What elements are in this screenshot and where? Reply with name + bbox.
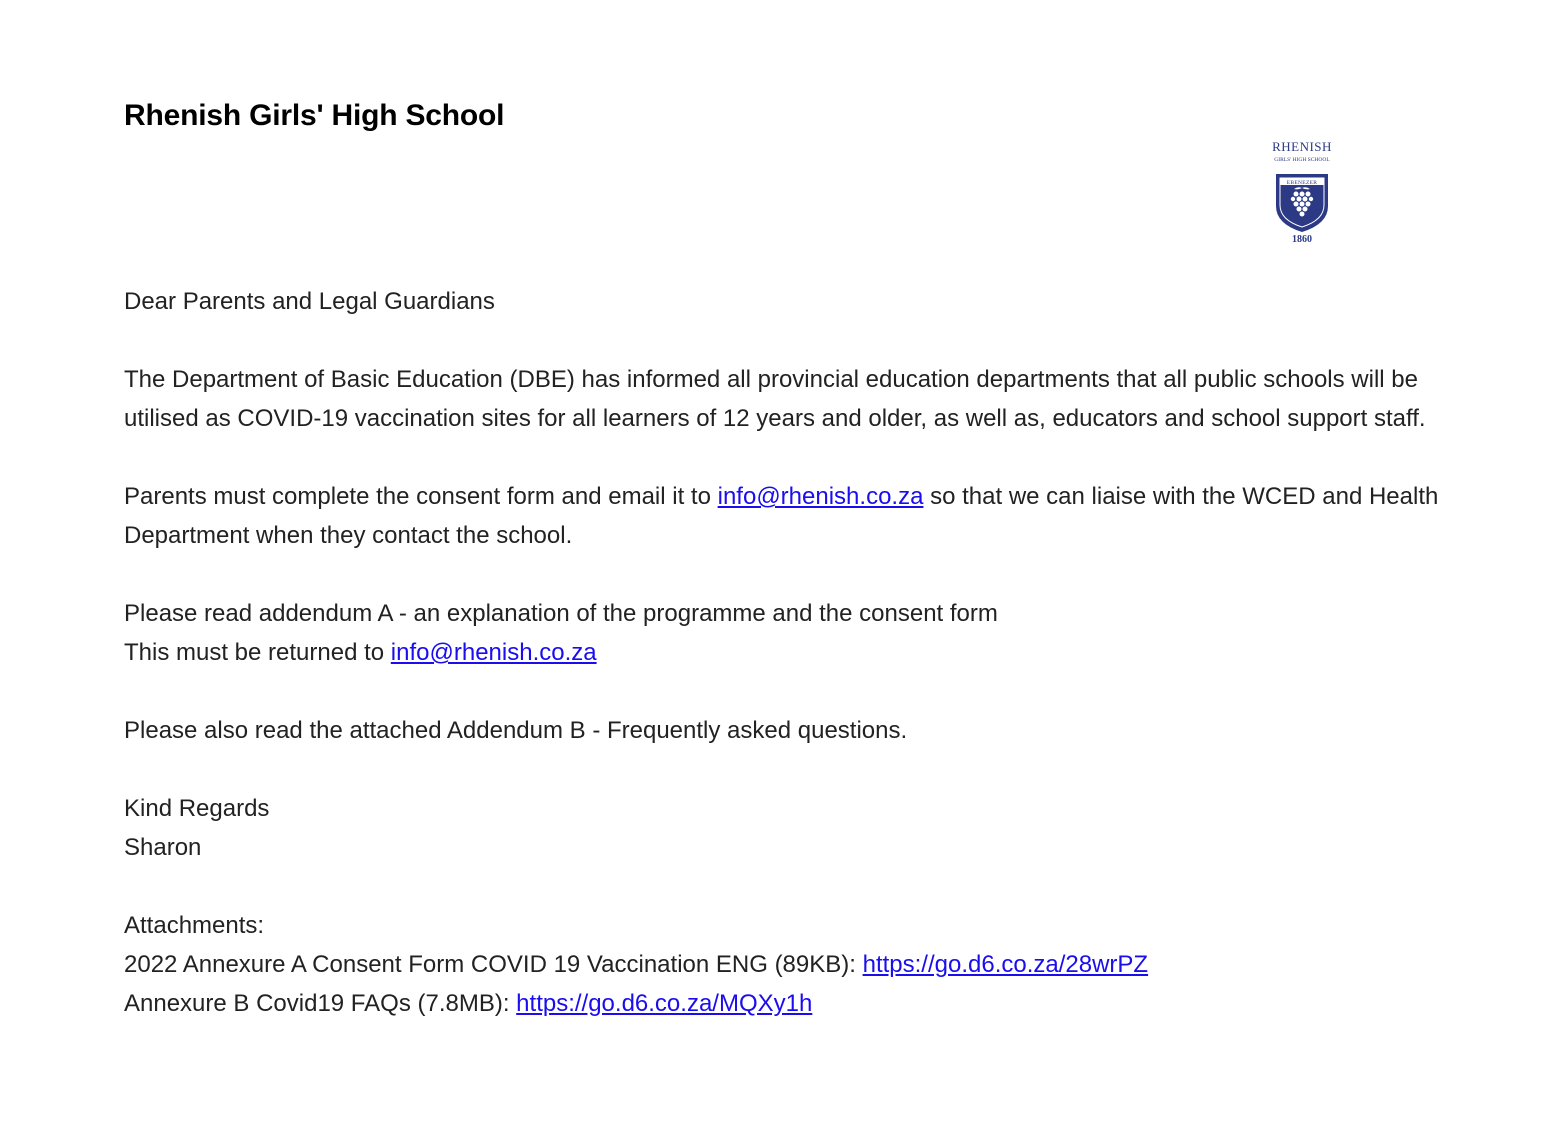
logo-sub-wordmark: GIRLS' HIGH SCHOOL bbox=[1274, 157, 1330, 163]
paragraph-addendum-b: Please also read the attached Addendum B - Frequently asked questions. bbox=[124, 717, 908, 744]
email-link-info[interactable]: info@rhenish.co.za bbox=[717, 483, 924, 510]
return-text: This must be returned to bbox=[124, 639, 391, 666]
paragraph-consent-instructions bbox=[124, 477, 1484, 555]
signature-name: Sharon bbox=[124, 834, 202, 861]
school-name-heading: Rhenish Girls' High School bbox=[124, 99, 505, 132]
attachment-label: Annexure B Covid19 FAQs (7.8MB): bbox=[124, 990, 517, 1017]
attachment-link[interactable]: https://go.d6.co.za/MQXy1h bbox=[516, 990, 813, 1017]
paragraph-addendum-a bbox=[124, 594, 1484, 672]
school-crest-logo bbox=[1262, 138, 1342, 244]
logo-banner-text: EBENEZER bbox=[1286, 180, 1318, 186]
email-link-return[interactable]: info@rhenish.co.za bbox=[390, 639, 597, 666]
email-page bbox=[124, 0, 1484, 1146]
attachment-item bbox=[124, 984, 1484, 1023]
consent-text-before: Parents must complete the consent form and email it to bbox=[124, 483, 718, 510]
consent-text-after: so that we can liaise with the WCED and Health Department when they contact the school. bbox=[124, 483, 1439, 549]
attachment-label: 2022 Annexure A Consent Form COVID 19 Vaccination ENG (89KB): bbox=[124, 951, 863, 978]
return-instruction-line bbox=[124, 633, 1484, 672]
attachment-item bbox=[124, 945, 1484, 984]
logo-year: 1860 bbox=[1292, 234, 1312, 244]
attachments-heading: Attachments: bbox=[124, 912, 265, 939]
attachments-section bbox=[124, 906, 1484, 1023]
sign-off bbox=[124, 789, 1484, 867]
attachment-link[interactable]: https://go.d6.co.za/28wrPZ bbox=[862, 951, 1149, 978]
letter-body bbox=[124, 282, 1484, 1062]
closing-text: Kind Regards bbox=[124, 795, 270, 822]
paragraph-dbe-announcement: The Department of Basic Education (DBE) has informed all provincial education departments that all public schools will be utilised as COVID-19 vaccination sites for all learners of 12 years and older, as well as, educators and school support staff. bbox=[124, 366, 1426, 432]
logo-wordmark: RHENISH bbox=[1272, 139, 1332, 154]
addendum-a-line: Please read addendum A - an explanation of the programme and the consent form bbox=[124, 600, 998, 627]
greeting: Dear Parents and Legal Guardians bbox=[124, 288, 495, 315]
